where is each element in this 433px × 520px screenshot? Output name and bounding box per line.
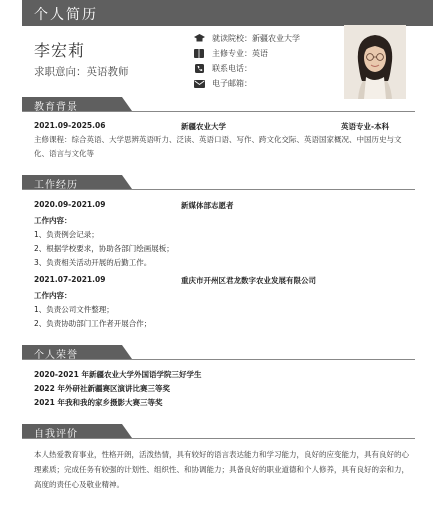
candidate-name: 李宏莉 [34, 41, 86, 60]
education-courses: 主修课程：综合英语、大学思辨英语听力、泛读、英语口语、写作、跨文化交际、英语国家概况、中国历史与文化、语言与文化等 [34, 135, 402, 158]
job-1-item: 2、根据学校要求，协助各部门绘画展板； [34, 244, 174, 253]
section-work-tail [122, 175, 132, 189]
job-2-period: 2021.07-2021.09 [34, 275, 106, 284]
job-2-item: 2、负责协助部门工作者开展合作； [34, 319, 152, 328]
info-school [192, 31, 332, 46]
section-education-title: 教育背景 [34, 102, 78, 113]
education-school: 新疆农业大学 [181, 122, 226, 131]
info-phone [192, 61, 332, 76]
phone-icon [192, 64, 206, 73]
section-work [22, 175, 415, 191]
graduation-cap-icon [192, 34, 206, 43]
education-degree: 英语专业-本科 [341, 122, 390, 131]
profile-photo [344, 25, 406, 99]
info-school-text: 就读院校：新疆农业大学 [212, 34, 300, 43]
job-2-org: 重庆市开州区君龙数字农业发展有限公司 [181, 276, 316, 285]
info-phone-text: 联系电话： [212, 64, 252, 73]
info-major [192, 46, 332, 61]
section-education [22, 97, 415, 113]
section-honors [22, 345, 415, 361]
mail-icon [192, 80, 206, 88]
info-email-text: 电子邮箱： [212, 79, 252, 88]
honor-item: 2021 年我和我的家乡摄影大赛三等奖 [34, 398, 163, 407]
contact-info [192, 31, 332, 91]
title-bar [0, 0, 433, 26]
job-1-org: 新媒体部志愿者 [181, 201, 234, 210]
job-2-item: 1、负责公司文件整理； [34, 305, 114, 314]
section-self-eval-line [22, 438, 415, 439]
info-major-text: 主修专业：英语 [212, 49, 268, 58]
job-1-period: 2020.09-2021.09 [34, 200, 106, 209]
section-honors-tail [122, 345, 132, 359]
self-eval-text: 本人热爱教育事业，性格开朗，活泼热情，具有较好的语言表达能力和学习能力，良好的应变能力，具有良好的心理素质；完成任务有较强的计划性、组织性、和协调能力；具备良好的职业道德和个人修养，具有良好的亲和力，高度的责任心及敬业精神。 [34, 450, 409, 489]
job-2-content-label: 工作内容： [34, 291, 72, 300]
page-title: 个人简历 [34, 7, 98, 23]
section-honors-line [22, 359, 415, 360]
section-honors-title: 个人荣誉 [34, 350, 78, 361]
job-1-content-label: 工作内容： [34, 216, 72, 225]
info-email [192, 76, 332, 91]
section-education-tail [122, 97, 132, 111]
section-self-eval-title: 自我评价 [34, 429, 78, 440]
job-1-item: 3、负责相关活动开展的后勤工作。 [34, 258, 152, 267]
section-self-eval [22, 424, 415, 440]
title-bar-notch [0, 0, 22, 26]
honor-item: 2022 年外研社新疆赛区演讲比赛三等奖 [34, 384, 170, 393]
section-education-line [22, 111, 415, 112]
section-work-title: 工作经历 [34, 180, 78, 191]
job-1-item: 1、负责例会记录； [34, 230, 99, 239]
education-period: 2021.09-2025.06 [34, 121, 106, 130]
section-work-line [22, 189, 415, 190]
job-intent: 求职意向：英语教师 [34, 66, 129, 78]
book-icon [192, 49, 206, 58]
honor-item: 2020-2021 年新疆农业大学外国语学院三好学生 [34, 370, 202, 379]
section-self-eval-tail [122, 424, 132, 438]
